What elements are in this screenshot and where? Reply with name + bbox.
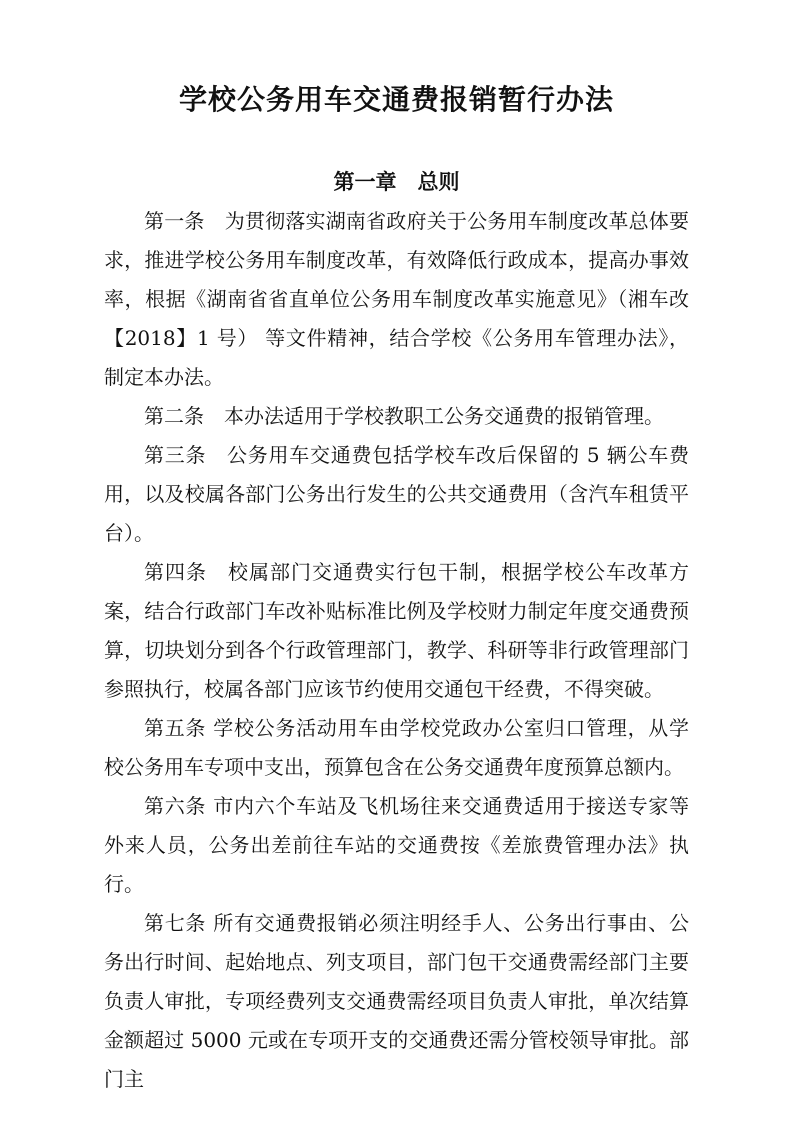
article-1: 第一条 为贯彻落实湖南省政府关于公务用车制度改革总体要求，推进学校公务用车制度改革，有效降低行政成本，提高办事效率，根据《湖南省省直单位公务用车制度改革实施意见》（湘车改【2018】1 号） 等文件精神，结合学校《公务用车管理办法》，制定本办法。: [104, 209, 689, 389]
chapter-heading: 第一章 总则: [333, 170, 460, 194]
document-body: [104, 202, 689, 1099]
article-3: 第三条 公务用车交通费包括学校车改后保留的 5 辆公车费用，以及校属各部门公务出行发生的公共交通费用（含汽车租赁平台）。: [104, 443, 689, 545]
article-5: 第五条 学校公务活动用车由学校党政办公室归口管理，从学校公务用车专项中支出，预算包含在公务交通费年度预算总额内。: [104, 716, 689, 779]
article-2: 第二条 本办法适用于学校教职工公务交通费的报销管理。: [144, 404, 664, 428]
article-4: 第四条 校属部门交通费实行包干制，根据学校公车改革方案，结合行政部门车改补贴标准比例及学校财力制定年度交通费预算，切块划分到各个行政管理部门，教学、科研等非行政管理部门参照执行，校属各部门应该节约使用交通包干经费，不得突破。: [104, 560, 689, 701]
document-title: 学校公务用车交通费报销暂行办法: [178, 83, 614, 116]
article-6: 第六条 市内六个车站及飞机场往来交通费适用于接送专家等外来人员，公务出差前往车站的交通费按《差旅费管理办法》执行。: [104, 794, 689, 896]
article-7: 第七条 所有交通费报销必须注明经手人、公务出行事由、公务出行时间、起始地点、列支项目，部门包干交通费需经部门主要负责人审批，专项经费列支交通费需经项目负责人审批，单次结算金额超过 5000 元或在专项开支的交通费还需分管校领导审批。部门主: [104, 911, 689, 1091]
